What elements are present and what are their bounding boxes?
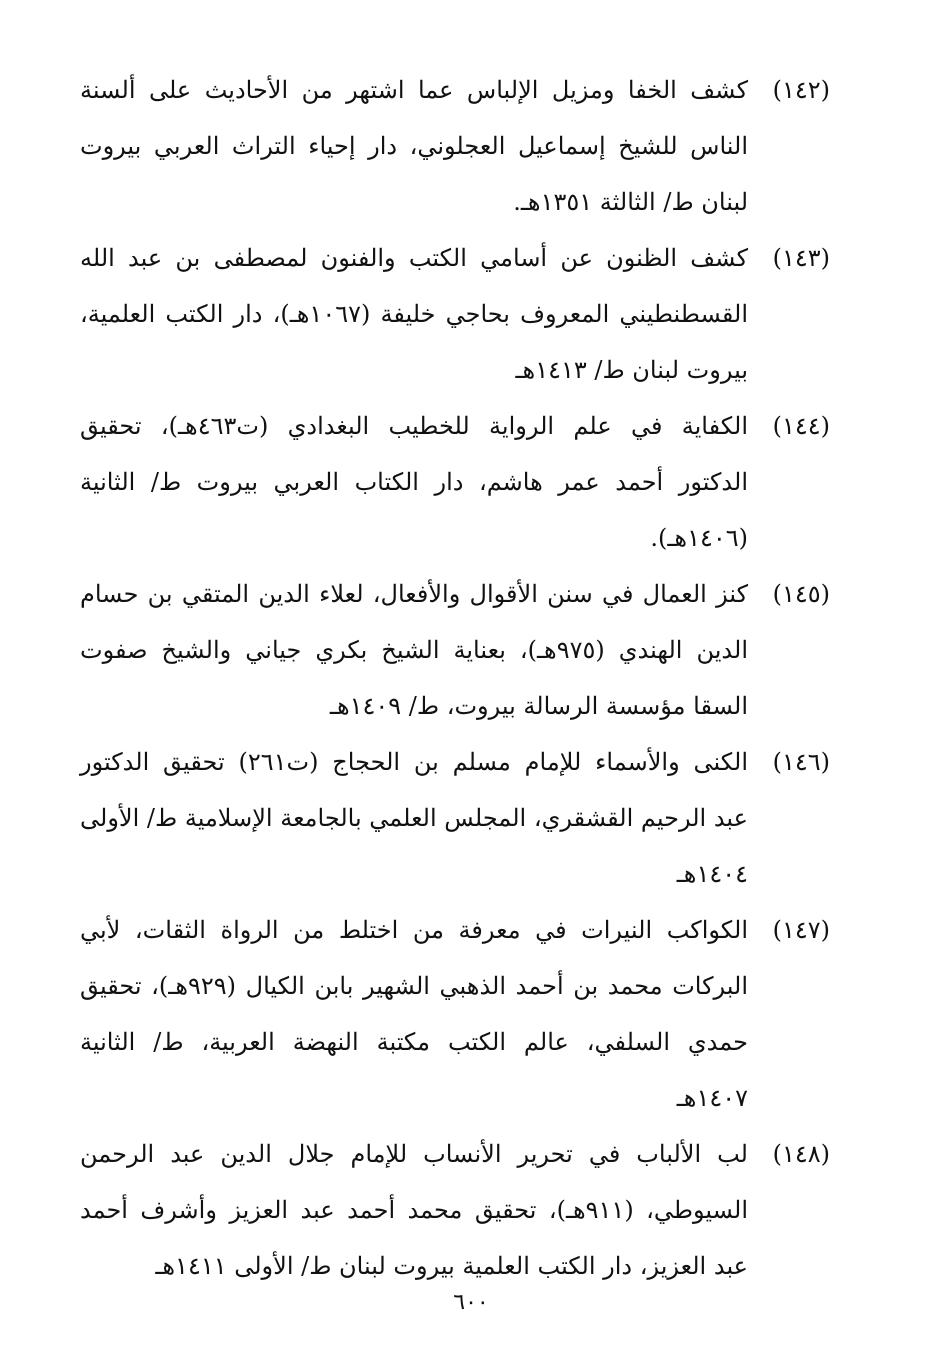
- entry-text-line: الكواكب النيرات في معرفة من اختلط من الرواة الثقات، لأبي: [80, 916, 748, 944]
- entry-number: (١٤٦): [772, 748, 830, 776]
- entry-text-line: ١٤٠٧هـ: [676, 1084, 748, 1112]
- entry-text-line: الدين الهندي (٩٧٥هـ)، بعناية الشيخ بكري جياني والشيخ صفوت: [80, 636, 748, 664]
- entry-text-line: كشف الظنون عن أسامي الكتب والفنون لمصطفى بن عبد الله: [80, 244, 748, 272]
- bibliography-entry: [80, 230, 830, 398]
- entry-number: (١٤٤): [772, 412, 830, 440]
- entry-text-line: كنز العمال في سنن الأقوال والأفعال، لعلاء الدين المتقي بن حسام: [80, 580, 749, 608]
- entry-text-line: الكفاية في علم الرواية للخطيب البغدادي (ت٤٦٣هـ)، تحقيق: [80, 412, 748, 440]
- entry-text-line: عبد الرحيم القشقري، المجلس العلمي بالجامعة الإسلامية ط/ الأولى: [80, 804, 748, 832]
- bibliography-entry: [80, 1126, 830, 1294]
- entry-text-line: الكنى والأسماء للإمام مسلم بن الحجاج (ت٢٦١) تحقيق الدكتور: [80, 748, 748, 776]
- entry-text-line: حمدي السلفي، عالم الكتب مكتبة النهضة العربية، ط/ الثانية: [80, 1028, 748, 1056]
- entry-text-line: لب الألباب في تحرير الأنساب للإمام جلال الدين عبد الرحمن: [80, 1140, 748, 1168]
- bibliography-entry: [80, 902, 830, 1126]
- bibliography-entry: [80, 398, 830, 566]
- entry-text-line: الدكتور أحمد عمر هاشم، دار الكتاب العربي بيروت ط/ الثانية: [80, 468, 748, 496]
- entry-text-line: لبنان ط/ الثالثة ١٣٥١هـ.: [513, 188, 748, 216]
- bibliography-entry: [80, 62, 830, 230]
- entry-number: (١٤٣): [772, 244, 830, 272]
- bibliography-entry: [80, 734, 830, 902]
- entry-text-line: ١٤٠٤هـ: [676, 860, 748, 888]
- entry-number: (١٤٢): [772, 76, 830, 104]
- bibliography-list: [80, 62, 830, 1294]
- page-number: ٦٠٠: [453, 1290, 489, 1315]
- entry-text-line: كشف الخفا ومزيل الإلباس عما اشتهر من الأحاديث على ألسنة: [80, 76, 748, 104]
- entry-text-line: القسطنطيني المعروف بحاجي خليفة (١٠٦٧هـ)، دار الكتب العلمية،: [80, 300, 749, 328]
- entry-text-line: عبد العزيز، دار الكتب العلمية بيروت لبنان ط/ الأولى ١٤١١هـ: [155, 1252, 748, 1280]
- entry-text-line: البركات محمد بن أحمد الذهبي الشهير بابن الكيال (٩٢٩هـ)، تحقيق: [80, 972, 748, 1000]
- entry-text-line: بيروت لبنان ط/ ١٤١٣هـ: [515, 356, 748, 384]
- entry-number: (١٤٧): [772, 916, 830, 944]
- entry-text-line: السقا مؤسسة الرسالة بيروت، ط/ ١٤٠٩هـ: [329, 692, 748, 720]
- entry-number: (١٤٥): [772, 580, 830, 608]
- bibliography-entry: [80, 566, 830, 734]
- entry-text-line: (١٤٠٦هـ).: [650, 524, 748, 552]
- entry-number: (١٤٨): [772, 1140, 830, 1168]
- entry-text-line: السيوطي، (٩١١هـ)، تحقيق محمد أحمد عبد العزيز وأشرف أحمد: [80, 1196, 749, 1224]
- entry-text-line: الناس للشيخ إسماعيل العجلوني، دار إحياء التراث العربي بيروت: [80, 132, 748, 160]
